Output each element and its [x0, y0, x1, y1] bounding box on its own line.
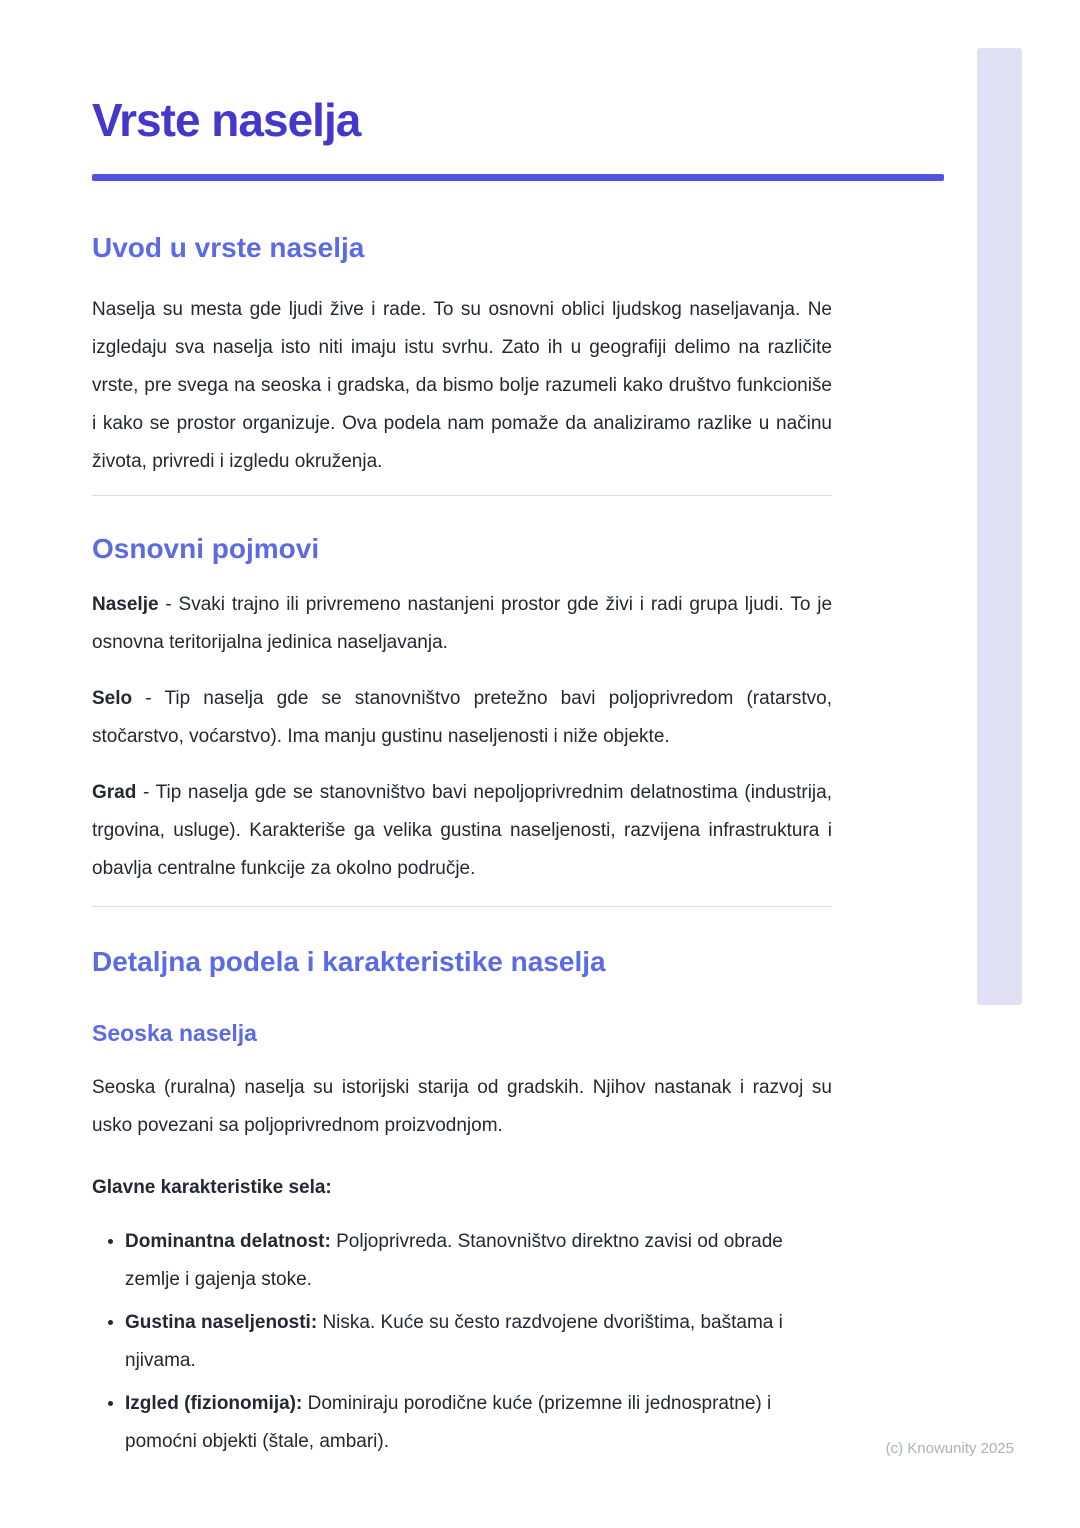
subsection-heading-seoska-naselja: Seoska naselja [92, 1019, 257, 1046]
page-edge-strip [977, 48, 1022, 1005]
list-item-text: Niska. Kuće su često razdvojene dvorištima, baštama i njivama. [125, 1311, 783, 1371]
characteristics-list-title: Glavne karakteristike sela: [92, 1176, 332, 1198]
term-label-grad: Grad [92, 781, 137, 803]
section-intro [92, 231, 832, 481]
list-item [125, 1385, 832, 1461]
characteristics-list [92, 1223, 832, 1461]
section-divider [92, 906, 832, 907]
section-heading-concepts: Osnovni pojmovi [92, 532, 320, 564]
section-divider [92, 495, 832, 496]
term-paragraph-selo [92, 680, 832, 756]
term-label-selo: Selo [92, 687, 133, 709]
seoska-intro-paragraph: Seoska (ruralna) naselja su istorijski starija od gradskih. Njihov nastanak i razvoj su usko povezani sa poljoprivrednom proizvodnjom. [92, 1076, 832, 1136]
watermark: (c) Knowunity 2025 [885, 1440, 1014, 1457]
list-item [125, 1304, 832, 1380]
page-title: Vrste naselja [92, 94, 361, 146]
term-definition-grad: - Tip naselja gde se stanovništvo bavi nepoljoprivrednim delatnostima (industrija, trgovina, usluge). Karakteriše ga velika gustina naseljenosti, razvijena infrastruktura i obavlja centralne funkcije za okolno područje. [92, 781, 833, 879]
term-label-naselje: Naselje [92, 593, 159, 615]
intro-paragraph: Naselja su mesta gde ljudi žive i rade. To su osnovni oblici ljudskog naseljavanja. Ne izgledaju sva naselja isto niti imaju istu svrhu. Zato ih u geografiji delimo na različite vrste, pre svega na seoska i gradska, da bismo bolje razumeli kako društvo funkcioniše i kako se prostor organizuje. Ova podela nam pomaže da analiziramo razlike u načinu života, privredi i izgledu okruženja. [92, 298, 832, 472]
term-paragraph-naselje [92, 586, 832, 662]
section-heading-intro: Uvod u vrste naselja [92, 231, 365, 263]
list-item [125, 1223, 832, 1299]
term-definition-selo: - Tip naselja gde se stanovništvo pretežno bavi poljoprivredom (ratarstvo, stočarstvo, voćarstvo). Ima manju gustinu naseljenosti i niže objekte. [92, 687, 832, 747]
title-underline [92, 174, 944, 181]
section-heading-details: Detaljna podela i karakteristike naselja [92, 945, 606, 977]
section-concepts [92, 532, 832, 888]
term-paragraph-grad [92, 774, 832, 888]
list-item-lead: Izgled (fizionomija): [125, 1392, 303, 1414]
section-details [92, 945, 832, 1461]
list-item-lead: Gustina naseljenosti: [125, 1311, 318, 1333]
list-item-text: Poljoprivreda. Stanovništvo direktno zavisi od obrade zemlje i gajenja stoke. [125, 1230, 783, 1290]
list-item-lead: Dominantna delatnost: [125, 1230, 331, 1252]
document-content [92, 0, 832, 1461]
list-item-text: Dominiraju porodične kuće (prizemne ili jednospratne) i pomoćni objekti (štale, ambari). [125, 1392, 772, 1452]
term-definition-naselje: - Svaki trajno ili privremeno nastanjeni prostor gde živi i radi grupa ljudi. To je osnovna teritorijalna jedinica naseljavanja. [92, 593, 833, 653]
